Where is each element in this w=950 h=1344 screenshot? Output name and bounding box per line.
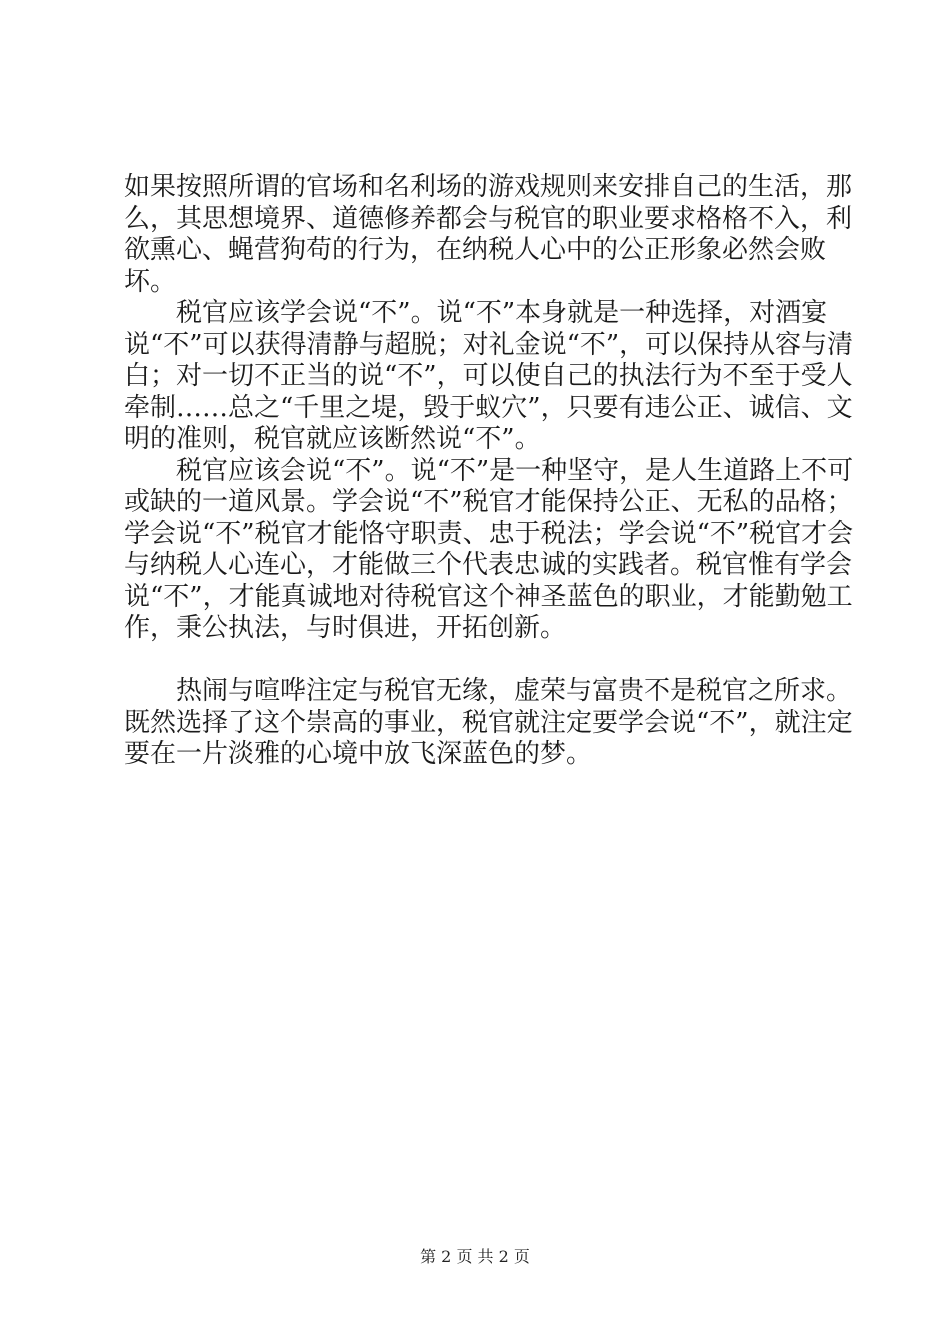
paragraph-2: 税官应该学会说“不”。说“不”本身就是一种选择，对酒宴说“不”可以获得清静与超脱；对礼金说“不”，可以保持从容与清白；对一切不正当的说“不”，可以使自己的执法行为不至于受人牵制……总之“千里之堤，毁于蚁穴”，只要有违公正、诚信、文明的准则，税官就应该断然说“不”。 xyxy=(124,298,854,454)
paragraph-4: 热闹与喧哗注定与税官无缘，虚荣与富贵不是税官之所求。既然选择了这个崇高的事业，税官就注定要学会说“不”，就注定要在一片淡雅的心境中放飞深蓝色的梦。 xyxy=(124,676,853,769)
page-number-footer: 第 2 页 共 2 页 xyxy=(420,1247,530,1266)
paragraph-3: 税官应该会说“不”。说“不”是一种坚守，是人生道路上不可或缺的一道风景。学会说“不”税官才能保持公正、无私的品格；学会说“不”税官才能恪守职责、忠于税法；学会说“不”税官才会与纳税人心连心，才能做三个代表忠诚的实践者。税官惟有学会说“不”，才能真诚地对待税官这个神圣蓝色的职业，才能勤勉工作，秉公执法，与时俱进，开拓创新。 xyxy=(124,455,854,643)
body-text xyxy=(124,172,864,771)
paragraph-1: 如果按照所谓的官场和名利场的游戏规则来安排自己的生活，那么，其思想境界、道德修养都会与税官的职业要求格格不入，利欲熏心、蝇营狗苟的行为，在纳税人心中的公正形象必然会败坏。 xyxy=(124,172,853,297)
